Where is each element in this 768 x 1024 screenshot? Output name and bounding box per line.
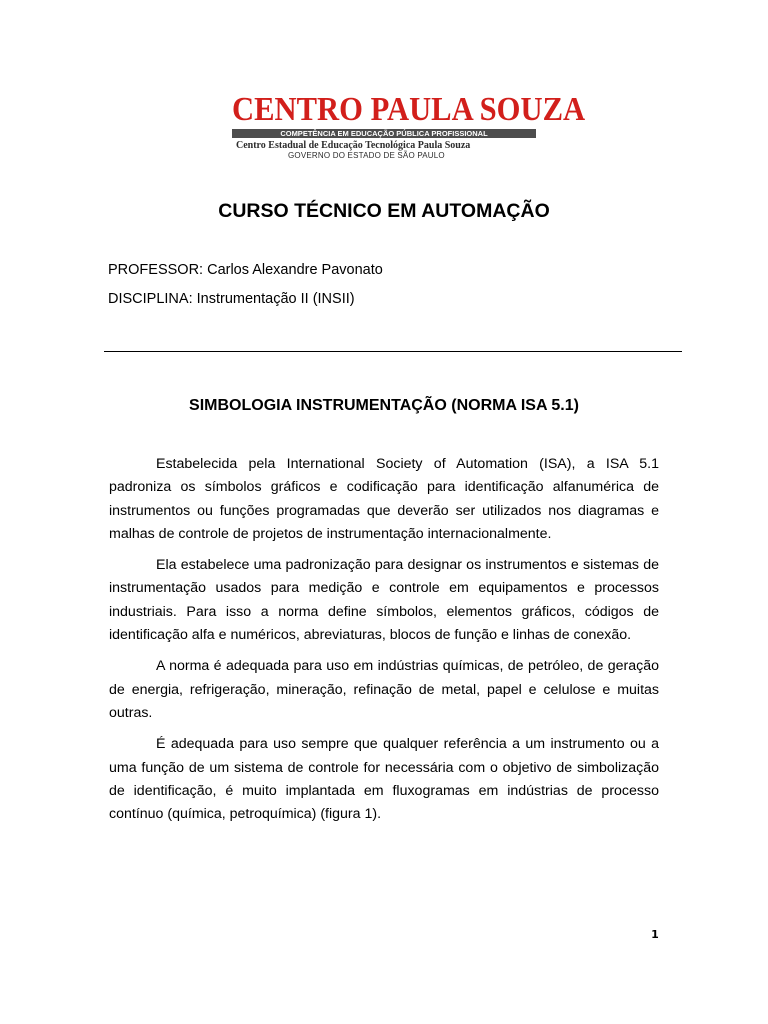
paragraph-4: É adequada para uso sempre que qualquer referência a um instrumento ou a uma função de um sistema de controle for necessária com o objetivo de simbolização de identificação, é muito implantada em fluxogramas em indústrias de processo contínuo (química, petroquímica) (figura 1). — [109, 736, 659, 823]
paragraph-1: Estabelecida pela International Society of Automation (ISA), a ISA 5.1 padroniza os símbolos gráficos e codificação para identificação alfanumérica de instrumentos ou funções programadas que deverão ser utilizados nos diagramas e malhas de controle de projetos de instrumentação internacionalmente. — [109, 456, 659, 542]
centro-paula-souza-logo — [232, 91, 586, 160]
discipline-line: DISCIPLINA: Instrumentação II (INSII) — [108, 291, 355, 307]
logo-institution: Centro Estadual de Educação Tecnológica Paula Souza — [236, 140, 471, 151]
logo-tagline-bar — [232, 129, 536, 138]
body-text — [109, 453, 659, 834]
page-number: 1 — [651, 928, 659, 941]
logo-title: CENTRO PAULA SOUZA — [232, 91, 586, 128]
logo-tagline: COMPETÊNCIA EM EDUCAÇÃO PÚBLICA PROFISSIONAL — [280, 129, 488, 138]
professor-line: PROFESSOR: Carlos Alexandre Pavonato — [108, 262, 383, 278]
horizontal-divider — [104, 351, 682, 352]
course-title: CURSO TÉCNICO EM AUTOMAÇÃO — [218, 200, 550, 222]
paragraph-3: A norma é adequada para uso em indústrias químicas, de petróleo, de geração de energia, refrigeração, mineração, refinação de metal, papel e celulose e muitas outras. — [109, 658, 659, 721]
paragraph-2: Ela estabelece uma padronização para designar os instrumentos e sistemas de instrumentação usados para medição e controle em equipamentos e processos industriais. Para isso a norma define símbolos, elementos gráficos, códigos de identificação alfa e numéricos, abreviaturas, blocos de função e linhas de conexão. — [109, 557, 659, 644]
logo-government: GOVERNO DO ESTADO DE SÃO PAULO — [288, 151, 445, 160]
section-title: SIMBOLOGIA INSTRUMENTAÇÃO (NORMA ISA 5.1) — [189, 397, 579, 414]
